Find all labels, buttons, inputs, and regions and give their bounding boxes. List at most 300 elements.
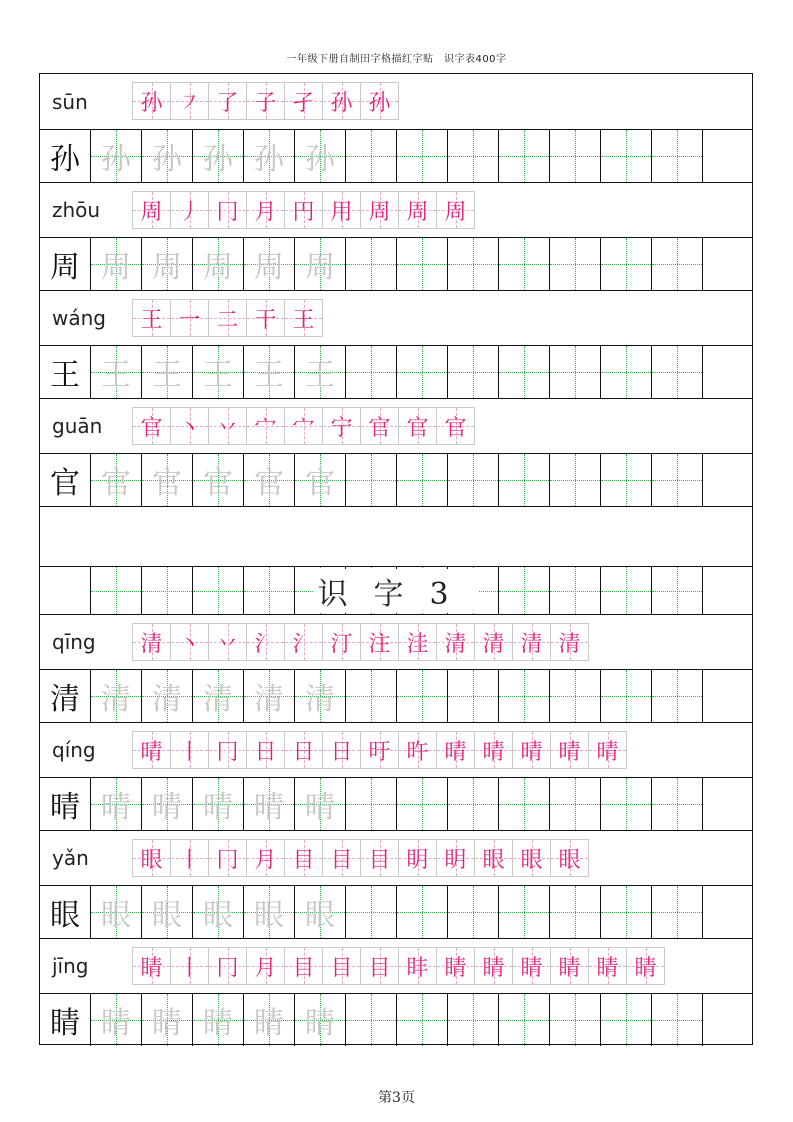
practice-cell[interactable] xyxy=(397,994,448,1046)
stroke-step xyxy=(627,947,665,985)
stroke-glyph: 旴 xyxy=(368,739,391,765)
trace-char: 周 xyxy=(305,250,335,285)
stroke-glyph: 眀 xyxy=(444,847,467,873)
stroke-glyph: 晴 xyxy=(558,739,581,765)
model-char: 孙 xyxy=(50,142,80,177)
stroke-glyph: 清 xyxy=(444,631,467,657)
practice-cell[interactable] xyxy=(244,994,295,1046)
stroke-step xyxy=(285,299,323,337)
practice-cell[interactable] xyxy=(244,454,295,506)
practice-cell[interactable] xyxy=(550,238,601,290)
writing-row xyxy=(40,669,752,722)
stroke-step xyxy=(247,299,285,337)
model-char: 周 xyxy=(50,250,80,285)
stroke-glyph: 眼 xyxy=(482,847,505,873)
stroke-glyph: 清 xyxy=(140,631,163,657)
stroke-step xyxy=(361,82,399,120)
practice-cell[interactable] xyxy=(550,778,601,830)
practice-cell[interactable] xyxy=(91,994,142,1046)
stroke-step xyxy=(133,623,171,661)
stroke-step xyxy=(399,947,437,985)
trace-char: 周 xyxy=(203,250,233,285)
stroke-glyph: 目 xyxy=(292,847,315,873)
section-title xyxy=(40,567,752,614)
practice-cell[interactable] xyxy=(91,670,142,722)
stroke-glyph: 丨 xyxy=(178,739,201,765)
stroke-glyph: 睛 xyxy=(634,955,657,981)
pinyin-label: yǎn xyxy=(52,846,89,870)
pinyin-label: qíng xyxy=(52,738,96,762)
stroke-step xyxy=(285,731,323,769)
practice-cell[interactable] xyxy=(652,670,703,722)
stroke-step xyxy=(361,407,399,445)
practice-cell[interactable] xyxy=(703,454,754,506)
stroke-glyph: 洼 xyxy=(406,631,429,657)
stroke-glyph: 眼 xyxy=(558,847,581,873)
stroke-glyph: 周 xyxy=(140,199,163,225)
model-char-cell xyxy=(40,454,91,506)
practice-cell[interactable] xyxy=(142,454,193,506)
stroke-step xyxy=(551,947,589,985)
stroke-step xyxy=(247,623,285,661)
practice-cell[interactable] xyxy=(601,130,652,182)
stroke-glyph: 清 xyxy=(482,631,505,657)
trace-char: 周 xyxy=(152,250,182,285)
stroke-step xyxy=(133,731,171,769)
practice-cell[interactable] xyxy=(346,778,397,830)
practice-cell[interactable] xyxy=(193,778,244,830)
writing-row xyxy=(40,453,752,506)
trace-char: 眼 xyxy=(203,898,233,933)
stroke-glyph: 睛 xyxy=(140,955,163,981)
stroke-step xyxy=(361,731,399,769)
pinyin-row xyxy=(40,290,752,345)
practice-cell[interactable] xyxy=(142,238,193,290)
stroke-glyph: 一 xyxy=(178,307,201,333)
stroke-glyph: 睛 xyxy=(596,955,619,981)
trace-char: 睛 xyxy=(305,1006,335,1041)
model-char: 王 xyxy=(50,358,80,393)
stroke-step xyxy=(209,407,247,445)
stroke-order-box xyxy=(132,731,627,769)
stroke-step xyxy=(323,82,361,120)
stroke-glyph: 孙 xyxy=(140,90,163,116)
practice-cell[interactable] xyxy=(244,778,295,830)
writing-row xyxy=(40,885,752,938)
practice-cell[interactable] xyxy=(499,238,550,290)
pinyin-label: wáng xyxy=(52,306,106,330)
practice-cell[interactable] xyxy=(142,670,193,722)
stroke-step xyxy=(285,407,323,445)
stroke-glyph: 丿 xyxy=(178,199,201,225)
section-title-row xyxy=(40,566,752,614)
practice-cell[interactable] xyxy=(142,346,193,398)
stroke-step xyxy=(323,839,361,877)
stroke-step xyxy=(323,731,361,769)
practice-cell[interactable] xyxy=(652,238,703,290)
stroke-glyph: 丶 xyxy=(178,631,201,657)
stroke-glyph: 晴 xyxy=(482,739,505,765)
stroke-glyph: 氵 xyxy=(254,631,277,657)
trace-char: 王 xyxy=(152,358,182,393)
practice-cell[interactable] xyxy=(346,130,397,182)
stroke-step xyxy=(475,947,513,985)
stroke-step xyxy=(247,407,285,445)
practice-cell[interactable] xyxy=(397,886,448,938)
pinyin-label: guān xyxy=(52,414,103,438)
stroke-step xyxy=(133,191,171,229)
practice-cell[interactable] xyxy=(91,238,142,290)
stroke-glyph: 晴 xyxy=(596,739,619,765)
stroke-glyph: 睛 xyxy=(558,955,581,981)
practice-cell[interactable] xyxy=(601,778,652,830)
pinyin-row xyxy=(40,74,752,129)
stroke-glyph: 宀 xyxy=(292,415,315,441)
practice-cell[interactable] xyxy=(193,454,244,506)
trace-char: 孙 xyxy=(305,142,335,177)
model-char-cell xyxy=(40,778,91,830)
stroke-glyph: 孙 xyxy=(368,90,391,116)
practice-cell[interactable] xyxy=(652,130,703,182)
pinyin-label: zhōu xyxy=(52,198,101,222)
practice-cell[interactable] xyxy=(652,454,703,506)
stroke-glyph: 晴 xyxy=(140,739,163,765)
practice-cell[interactable] xyxy=(295,346,346,398)
practice-cell[interactable] xyxy=(193,238,244,290)
practice-cell[interactable] xyxy=(550,130,601,182)
writing-row xyxy=(40,237,752,290)
practice-cell[interactable] xyxy=(91,886,142,938)
practice-cell[interactable] xyxy=(346,994,397,1046)
practice-cell[interactable] xyxy=(448,886,499,938)
practice-cell[interactable] xyxy=(703,238,754,290)
pinyin-row xyxy=(40,830,752,885)
trace-char: 清 xyxy=(101,682,131,717)
practice-cell[interactable] xyxy=(244,346,295,398)
stroke-glyph: 睛 xyxy=(520,955,543,981)
trace-char: 眼 xyxy=(152,898,182,933)
practice-cell[interactable] xyxy=(397,454,448,506)
stroke-step xyxy=(399,407,437,445)
practice-cell[interactable] xyxy=(295,454,346,506)
stroke-glyph: 眀 xyxy=(406,847,429,873)
practice-cell[interactable] xyxy=(550,454,601,506)
practice-cell[interactable] xyxy=(295,238,346,290)
stroke-glyph: 目 xyxy=(330,847,353,873)
practice-cell[interactable] xyxy=(244,130,295,182)
stroke-step xyxy=(361,839,399,877)
stroke-step xyxy=(133,947,171,985)
stroke-step xyxy=(285,839,323,877)
stroke-glyph: 冂 xyxy=(216,847,239,873)
stroke-step xyxy=(285,947,323,985)
model-char: 晴 xyxy=(50,790,80,825)
trace-char: 晴 xyxy=(305,790,335,825)
practice-cell[interactable] xyxy=(142,778,193,830)
stroke-glyph: 用 xyxy=(330,199,353,225)
stroke-step xyxy=(209,191,247,229)
practice-cell[interactable] xyxy=(601,670,652,722)
practice-cell[interactable] xyxy=(550,886,601,938)
practice-cell[interactable] xyxy=(193,670,244,722)
practice-cell[interactable] xyxy=(397,130,448,182)
practice-cell[interactable] xyxy=(346,238,397,290)
practice-cell[interactable] xyxy=(499,994,550,1046)
practice-cell[interactable] xyxy=(652,778,703,830)
trace-char: 孙 xyxy=(254,142,284,177)
practice-cell[interactable] xyxy=(448,238,499,290)
stroke-step xyxy=(247,82,285,120)
practice-cell[interactable] xyxy=(193,994,244,1046)
practice-cell[interactable] xyxy=(550,346,601,398)
stroke-step xyxy=(399,731,437,769)
trace-char: 官 xyxy=(101,466,131,501)
practice-cell[interactable] xyxy=(193,886,244,938)
model-char-cell xyxy=(40,346,91,398)
stroke-glyph: 官 xyxy=(140,415,163,441)
practice-cell[interactable] xyxy=(499,454,550,506)
practice-cell[interactable] xyxy=(703,886,754,938)
stroke-glyph: 宀 xyxy=(254,415,277,441)
stroke-glyph: 清 xyxy=(520,631,543,657)
stroke-step xyxy=(171,731,209,769)
model-char-cell xyxy=(40,130,91,182)
stroke-order-box xyxy=(132,191,475,229)
stroke-glyph: 干 xyxy=(254,307,277,333)
model-char: 眼 xyxy=(50,898,80,933)
blank-row xyxy=(40,506,752,566)
stroke-glyph: 周 xyxy=(444,199,467,225)
trace-char: 官 xyxy=(305,466,335,501)
practice-cell[interactable] xyxy=(397,238,448,290)
stroke-glyph: 盽 xyxy=(406,955,429,981)
practice-cell[interactable] xyxy=(601,454,652,506)
trace-char: 孙 xyxy=(152,142,182,177)
practice-cell[interactable] xyxy=(499,130,550,182)
stroke-glyph: 周 xyxy=(406,199,429,225)
stroke-glyph: 官 xyxy=(444,415,467,441)
practice-cell[interactable] xyxy=(295,994,346,1046)
pinyin-label: qīng xyxy=(52,630,96,654)
practice-cell[interactable] xyxy=(448,994,499,1046)
stroke-step xyxy=(171,947,209,985)
stroke-step xyxy=(133,299,171,337)
stroke-glyph: 月 xyxy=(254,955,277,981)
trace-char: 睛 xyxy=(203,1006,233,1041)
trace-char: 眼 xyxy=(305,898,335,933)
trace-char: 晴 xyxy=(203,790,233,825)
practice-cell[interactable] xyxy=(397,670,448,722)
trace-char: 睛 xyxy=(152,1006,182,1041)
stroke-step xyxy=(247,731,285,769)
practice-cell[interactable] xyxy=(448,670,499,722)
practice-cell[interactable] xyxy=(346,454,397,506)
stroke-step xyxy=(171,623,209,661)
stroke-step xyxy=(285,623,323,661)
stroke-step xyxy=(437,623,475,661)
writing-row xyxy=(40,993,752,1046)
stroke-order-box xyxy=(132,623,589,661)
pinyin-row xyxy=(40,614,752,669)
practice-cell[interactable] xyxy=(601,994,652,1046)
trace-char: 睛 xyxy=(101,1006,131,1041)
stroke-glyph: 子 xyxy=(254,90,277,116)
pinyin-row xyxy=(40,938,752,993)
stroke-step xyxy=(551,623,589,661)
stroke-step xyxy=(361,623,399,661)
practice-cell[interactable] xyxy=(142,130,193,182)
practice-cell[interactable] xyxy=(397,346,448,398)
practice-cell[interactable] xyxy=(550,994,601,1046)
practice-cell[interactable] xyxy=(346,670,397,722)
stroke-step xyxy=(399,839,437,877)
practice-cell[interactable] xyxy=(448,454,499,506)
stroke-step xyxy=(437,947,475,985)
stroke-step xyxy=(323,623,361,661)
stroke-glyph: 眼 xyxy=(520,847,543,873)
practice-cell[interactable] xyxy=(703,346,754,398)
stroke-glyph: 王 xyxy=(292,307,315,333)
practice-cell[interactable] xyxy=(346,886,397,938)
stroke-glyph: 周 xyxy=(368,199,391,225)
stroke-glyph: 月 xyxy=(254,847,277,873)
practice-cell[interactable] xyxy=(448,130,499,182)
practice-cell[interactable] xyxy=(601,346,652,398)
practice-cell[interactable] xyxy=(142,994,193,1046)
trace-char: 王 xyxy=(101,358,131,393)
stroke-glyph: 丶 xyxy=(178,415,201,441)
stroke-step xyxy=(133,839,171,877)
practice-cell[interactable] xyxy=(703,994,754,1046)
practice-cell[interactable] xyxy=(652,886,703,938)
trace-char: 晴 xyxy=(101,790,131,825)
stroke-order-box xyxy=(132,82,399,120)
pinyin-label: jīng xyxy=(52,954,89,978)
stroke-step xyxy=(513,839,551,877)
practice-cell[interactable] xyxy=(703,130,754,182)
stroke-glyph: 孙 xyxy=(330,90,353,116)
practice-cell[interactable] xyxy=(499,346,550,398)
stroke-glyph: 官 xyxy=(406,415,429,441)
model-char: 睛 xyxy=(50,1006,80,1041)
stroke-step xyxy=(551,839,589,877)
practice-cell[interactable] xyxy=(601,238,652,290)
practice-cell[interactable] xyxy=(601,886,652,938)
stroke-glyph: 冂 xyxy=(216,739,239,765)
stroke-glyph: 官 xyxy=(368,415,391,441)
stroke-step xyxy=(437,731,475,769)
stroke-step xyxy=(285,191,323,229)
practice-cell[interactable] xyxy=(703,778,754,830)
stroke-glyph: 日 xyxy=(330,739,353,765)
practice-cell[interactable] xyxy=(244,238,295,290)
stroke-step xyxy=(285,82,323,120)
stroke-glyph: 日 xyxy=(254,739,277,765)
trace-char: 王 xyxy=(254,358,284,393)
practice-cell[interactable] xyxy=(91,454,142,506)
practice-cell[interactable] xyxy=(295,130,346,182)
practice-cell[interactable] xyxy=(193,346,244,398)
practice-cell[interactable] xyxy=(346,346,397,398)
stroke-glyph: 宁 xyxy=(330,415,353,441)
practice-cell[interactable] xyxy=(295,778,346,830)
stroke-glyph: 晴 xyxy=(444,739,467,765)
stroke-step xyxy=(437,839,475,877)
practice-cell[interactable] xyxy=(448,346,499,398)
practice-cell[interactable] xyxy=(499,778,550,830)
model-char-cell xyxy=(40,670,91,722)
practice-cell[interactable] xyxy=(652,346,703,398)
model-char-cell xyxy=(40,238,91,290)
practice-cell[interactable] xyxy=(244,886,295,938)
trace-char: 清 xyxy=(152,682,182,717)
stroke-glyph: 目 xyxy=(330,955,353,981)
practice-cell[interactable] xyxy=(550,670,601,722)
stroke-step xyxy=(323,191,361,229)
stroke-step xyxy=(513,623,551,661)
stroke-glyph: 汀 xyxy=(330,631,353,657)
practice-cell[interactable] xyxy=(652,994,703,1046)
stroke-step xyxy=(209,82,247,120)
page-header: 一年级下册自制田字格描红字贴 识字表400字 xyxy=(286,54,507,65)
trace-char: 官 xyxy=(254,466,284,501)
stroke-step xyxy=(475,731,513,769)
stroke-step xyxy=(171,299,209,337)
model-char-cell xyxy=(40,886,91,938)
trace-char: 睛 xyxy=(254,1006,284,1041)
practice-cell[interactable] xyxy=(91,346,142,398)
practice-cell[interactable] xyxy=(448,778,499,830)
stroke-glyph: 丨 xyxy=(178,955,201,981)
writing-row xyxy=(40,777,752,830)
trace-char: 晴 xyxy=(152,790,182,825)
stroke-glyph: 丷 xyxy=(216,415,239,441)
stroke-step xyxy=(247,839,285,877)
trace-char: 孙 xyxy=(101,142,131,177)
trace-char: 清 xyxy=(254,682,284,717)
stroke-step xyxy=(437,191,475,229)
pinyin-row xyxy=(40,722,752,777)
trace-char: 清 xyxy=(203,682,233,717)
stroke-step xyxy=(399,191,437,229)
practice-cell[interactable] xyxy=(91,130,142,182)
page-number: 第3页 xyxy=(378,1090,415,1106)
practice-cell[interactable] xyxy=(295,886,346,938)
practice-cell[interactable] xyxy=(142,886,193,938)
stroke-glyph: 孑 xyxy=(292,90,315,116)
stroke-step xyxy=(513,731,551,769)
practice-cell[interactable] xyxy=(91,778,142,830)
practice-cell[interactable] xyxy=(703,670,754,722)
stroke-step xyxy=(171,191,209,229)
stroke-step xyxy=(399,623,437,661)
trace-char: 眼 xyxy=(254,898,284,933)
stroke-glyph: ㇇ xyxy=(178,90,201,116)
practice-cell[interactable] xyxy=(499,670,550,722)
practice-cell[interactable] xyxy=(499,886,550,938)
trace-char: 王 xyxy=(203,358,233,393)
writing-row xyxy=(40,345,752,398)
stroke-glyph: 眼 xyxy=(140,847,163,873)
stroke-glyph: 目 xyxy=(368,955,391,981)
stroke-glyph: 旿 xyxy=(406,739,429,765)
practice-cell[interactable] xyxy=(244,670,295,722)
practice-cell[interactable] xyxy=(295,670,346,722)
practice-cell[interactable] xyxy=(397,778,448,830)
practice-sheet xyxy=(39,73,753,1045)
stroke-step xyxy=(361,947,399,985)
practice-cell[interactable] xyxy=(193,130,244,182)
